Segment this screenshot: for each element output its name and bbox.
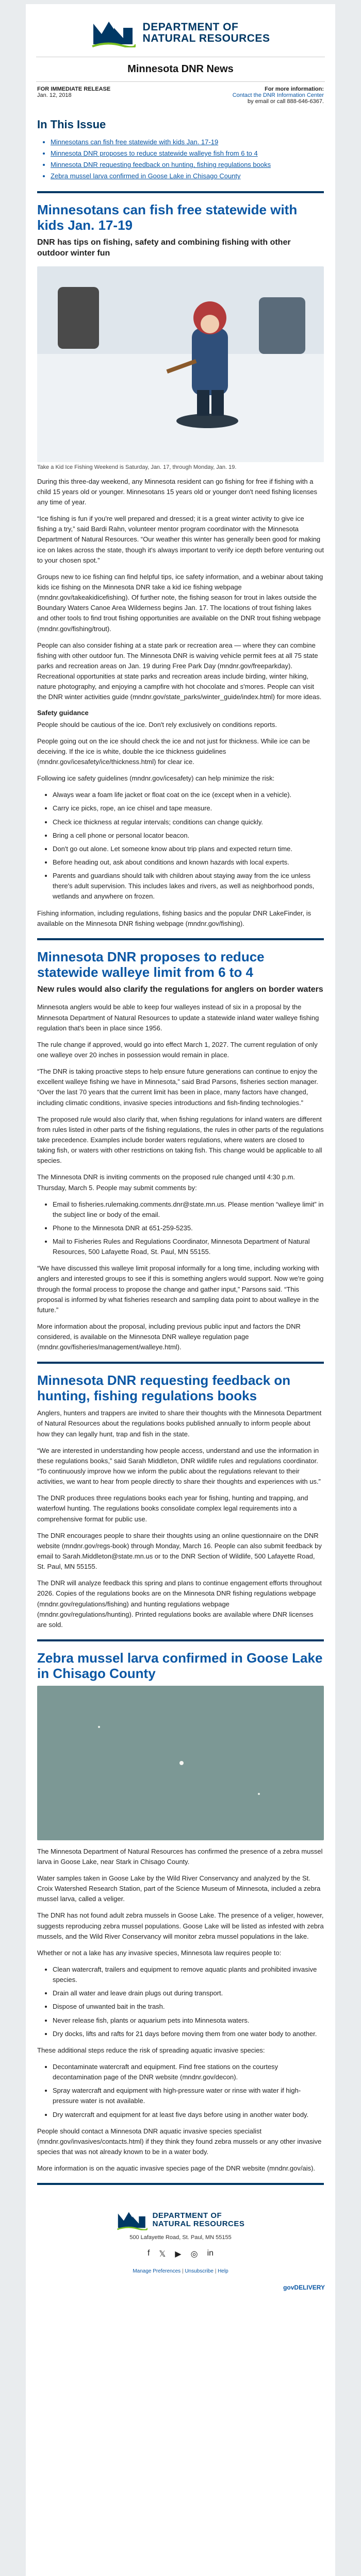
newsletter-title: Minnesota DNR News: [36, 57, 325, 82]
govdelivery-logo: govDELIVERY: [283, 2284, 325, 2292]
facebook-icon[interactable]: f: [147, 2249, 150, 2258]
paragraph: Minnesota anglers would be able to keep four walleyes instead of six in a proposal by the Minnesota Department of Natural Resources to update a statewide inland water walleye fishing regulation that's been in place since 1956.: [37, 1003, 319, 1032]
paragraph: Following ice safety guidelines (mndnr.gov/icesafety) can help minimize the risk:: [37, 774, 275, 783]
toc-link[interactable]: • Zebra mussel larva confirmed in Goose Lake in Chisago County: [51, 171, 324, 182]
zebra-mussel-photo: [37, 1686, 324, 1840]
list-item: • Phone to the Minnesota DNR at 651-259-5235.: [53, 1223, 324, 1233]
list-item: • Clean watercraft, trailers and equipment to remove aquatic plants and prohibited invasive species.: [53, 1964, 324, 1985]
email-container: [26, 0, 335, 2576]
list-item: • Spray watercraft and equipment with high-pressure water or rinse with water if high-pressure water is not available.: [53, 2086, 324, 2106]
in-this-issue-heading: In This Issue: [37, 118, 106, 131]
toc-section: [26, 118, 335, 182]
footer: [26, 2194, 335, 2281]
mn-logo-icon: [91, 19, 136, 47]
divider: [37, 191, 324, 193]
unsubscribe-link[interactable]: Unsubscribe: [185, 2268, 214, 2275]
subheading: Safety guidance: [37, 708, 89, 717]
paragraph: During this three-day weekend, any Minnesota resident can go fishing for free if fishing with a child 15 years old or younger. Minnesotans 15 years old or younger don't need fishing licenses any time of year.: [37, 477, 318, 506]
toc-list: [37, 137, 324, 182]
paragraph: Fishing information, including regulations, fishing basics and the popular DNR LakeFinder, is available on the Minnesota DNR fishing webpage (mndnr.gov/fishing).: [37, 909, 311, 927]
org-line2: NATURAL RESOURCES: [152, 2219, 245, 2229]
list-item: • Don't go out alone. Let someone know about trip plans and expected return time.: [53, 844, 324, 854]
paragraph: More information about the proposal, including previous public input and factors the DNR considered, is available on the Minnesota DNR walleye regulation page (mndnr.gov/fisheries/management/walleye.html).: [37, 1323, 301, 1351]
paragraph: The DNR encourages people to share their thoughts using an online questionnaire on the DNR website (mndnr.gov/regs-book) through Monday, March 16. People can also submit feedback by email to Sarah.Middleton@state.mn.us or to the DNR Section of Wildlife, 500 Lafayette Road, St. Paul, MN 55155.: [37, 1531, 322, 1571]
paragraph: The rule change if approved, would go into effect March 1, 2027. The current regulation of only one walleye over 20 inches in possession would remain in place.: [37, 1040, 318, 1059]
org-line1: DEPARTMENT OF: [152, 2211, 222, 2221]
toc-link[interactable]: • Minnesota DNR requesting feedback on hunting, fishing regulations books: [51, 159, 324, 171]
footer-org-name: [153, 2212, 245, 2228]
x-icon[interactable]: 𝕏: [159, 2250, 166, 2259]
story-title: Minnesota DNR proposes to reduce statewide walleye limit from 6 to 4: [37, 948, 265, 980]
footer-links: Manage Preferences | Unsubscribe | Help: [133, 2268, 228, 2275]
mn-logo-icon: [117, 2210, 147, 2230]
paragraph: More information is on the aquatic invasive species page of the DNR website (mndnr.gov/ais).: [37, 2164, 316, 2173]
divider: [37, 1362, 324, 1364]
list-item: • Email to fisheries.rulemaking.comments.dnr@state.mn.us. Please mention “walleye limit” in the subject line or body of the email.: [53, 1199, 324, 1220]
list-item: • Before heading out, ask about conditions and known hazards with local experts.: [53, 857, 324, 868]
linkedin-icon[interactable]: in: [207, 2249, 214, 2258]
paragraph: The DNR has not found adult zebra mussels in Goose Lake. The presence of a veliger, however, suggests reproducing zebra mussel populations. Goose Lake will be listed as infested with zebra mussels, and the Wild River Conservancy will monitor zebra mussel populations in the lake.: [37, 1911, 324, 1940]
list-item: • Bring a cell phone or personal locator beacon.: [53, 831, 324, 841]
instagram-icon[interactable]: ◎: [190, 2250, 198, 2259]
release-label: FOR IMMEDIATE RELEASE: [37, 86, 111, 92]
toc-link[interactable]: • Minnesota DNR proposes to reduce statewide walleye fish from 6 to 4: [51, 148, 324, 159]
list-item: • Dry watercraft and equipment for at least five days before using in another water body.: [53, 2110, 324, 2120]
manage-preferences-link[interactable]: Manage Preferences: [133, 2268, 181, 2275]
list-item: • Decontaminate watercraft and equipment. Find free stations on the courtesy decontamination page of the DNR website (mndnr.gov/decon).: [53, 2062, 324, 2082]
social-links: [36, 2249, 325, 2259]
story-fish-free: [26, 202, 335, 928]
story-title: Minnesotans can fish free statewide with kids Jan. 17-19: [37, 202, 298, 233]
paragraph: Anglers, hunters and trappers are invited to share their thoughts with the Minnesota Department of Natural Resources about the regulations books published annually to inform people about how they can legally hunt, trap and fish in the state.: [37, 1409, 322, 1438]
header: [26, 4, 335, 57]
toc-link[interactable]: • Minnesotans can fish free statewide with kids Jan. 17-19: [51, 137, 324, 148]
divider: [37, 1639, 324, 1641]
story-regs-feedback: [26, 1373, 335, 1630]
story-lede: DNR has tips on fishing, safety and combining fishing with other outdoor winter fun: [37, 238, 291, 258]
paragraph: The DNR will analyze feedback this spring and plans to continue engagement efforts throughout 2026. Copies of the regulations books are on the Minnesota DNR fishing regulations webpage (mndnr.gov/regulations/fishing) and hunting regulations webpage (mndnr.gov/regulations/hunting). Printed regulations books are available where DNR licenses are sold.: [37, 1579, 322, 1629]
paragraph: The Minnesota DNR is inviting comments on the proposed rule changed until 4:30 p.m. Thursday, March 5. People may submit comments by:: [37, 1173, 296, 1192]
ice-fishing-photo: [37, 266, 324, 462]
footer-address: 500 Lafayette Road, St. Paul, MN 55155: [129, 2234, 232, 2241]
paragraph: Groups new to ice fishing can find helpful tips, ice safety information, and a webinar about taking kids ice fishing on the Minnesota DNR take a kid ice fishing webpage (mndnr.gov/takeakidicefishing). Of further note, the fishing season for trout in lakes outside the Boundary Waters Canoe Area Wilderness begins Jan. 17. The locations of trout fishing lakes and other tools to find trout fishing opportunities are available on the DNR trout fishing webpage (mndnr.gov/fishing/trout).: [37, 572, 323, 633]
paragraph: People should contact a Minnesota DNR aquatic invasive species specialist (mndnr.gov/invasives/contacts.html) if they think they found zebra mussels or any other invasive species that was not already known to be in a water body.: [37, 2127, 322, 2156]
story-title: Minnesota DNR requesting feedback on hunting, fishing regulations books: [37, 1372, 291, 1404]
paragraph: People can also consider fishing at a state park or recreation area — where they can combine fishing with other outdoor fun. The Minnesota DNR is waiving vehicle permit fees at all 75 state parks and recreation areas on Jan. 19 during Free Park Day (mndnr.gov/freeparkday). Recreational opportunities at state parks and recreation areas include birding, winter hiking, nature photography, and enjoying a campfire with hot chocolate and s'mores. People can visit the DNR winter activities guide (mndnr.gov/state_parks/winter_guide/index.html) for more ideas.: [37, 641, 322, 701]
footer-logo: [36, 2210, 325, 2230]
story-title: Zebra mussel larva confirmed in Goose Lake in Chisago County: [37, 1650, 323, 1681]
list-item: • Always wear a foam life jacket or float coat on the ice (except when in a vehicle).: [53, 790, 324, 800]
contact-phone: by email or call 888-646-6367.: [248, 98, 324, 105]
paragraph: Whether or not a lake has any invasive species, Minnesota law requires people to:: [37, 1948, 282, 1957]
release-meta: [26, 82, 335, 109]
bullet-list: [37, 1964, 324, 2039]
story-lede: New rules would also clarify the regulations for anglers on border waters: [37, 985, 323, 994]
list-item: • Mail to Fisheries Rules and Regulations Coordinator, Minnesota Department of Natural Resources, 500 Lafayette Road, St. Paul, MN 55155.: [53, 1236, 324, 1257]
list-item: • Never release fish, plants or aquarium pets into Minnesota waters.: [53, 2015, 324, 2026]
paragraph: People going out on the ice should check the ice and not just for thickness. While ice can be deceiving. If the ice is white, double the ice thickness guidelines (mndnr.gov/icesafety/ice/thickness.html) for clear ice.: [37, 737, 310, 766]
paragraph: These additional steps reduce the risk of spreading aquatic invasive species:: [37, 2046, 265, 2054]
org-line1: DEPARTMENT OF: [142, 21, 239, 33]
contact-info: [233, 86, 324, 105]
paragraph: The DNR produces three regulations books each year for fishing, hunting and trapping, and waterfowl hunting. The regulations books consolidate complex legal requirements into a comprehensive format for public use.: [37, 1494, 308, 1523]
release-date: Jan. 12, 2018: [37, 92, 72, 98]
bullet-list: [37, 1199, 324, 1258]
list-item: • Check ice thickness at regular intervals; conditions can change quickly.: [53, 817, 324, 827]
contact-link[interactable]: Contact the DNR Information Center: [232, 92, 324, 98]
top-bar: [26, 0, 335, 4]
help-link[interactable]: Help: [218, 2268, 228, 2275]
divider: [37, 938, 324, 940]
bullet-list: [37, 790, 324, 902]
paragraph: “We have discussed this walleye limit proposal informally for a long time, including working with anglers and interested groups to see if this is something anglers would support. Now we're going through the formal process to propose the change and gather input,” Parsons said. “This proposal is informed by what fisheries research and sampling data point to about walleye in the future.”: [37, 1264, 324, 1314]
paragraph: People should be cautious of the ice. Don't rely exclusively on conditions reports.: [37, 720, 277, 728]
list-item: • Carry ice picks, rope, an ice chisel and tape measure.: [53, 803, 324, 814]
list-item: • Drain all water and leave drain plugs out during transport.: [53, 1988, 324, 1998]
paragraph: “Ice fishing is fun if you're well prepared and dressed; it is a great winter activity to give ice fishing a try,” said Bardi Rahn, volunteer mentor program coordinator with the Minnesota Department of Natural Resources. “Our weather this winter has generally been good for making ice on lakes across the state, though it's always important to verify ice depth before venturing out to your chosen spot.”: [37, 515, 324, 564]
youtube-icon[interactable]: ▶: [175, 2250, 182, 2259]
paragraph: Water samples taken in Goose Lake by the Wild River Conservancy and analyzed by the St. Croix Watershed Research Station, part of the Science Museum of Minnesota, included a zebra mussel larva, called a veliger.: [37, 1874, 321, 1903]
list-item: • Dispose of unwanted bait in the trash.: [53, 2002, 324, 2012]
list-item: • Parents and guardians should talk with children about staying away from the ice unless there's adult supervision. This includes lakes and rivers, as well as neighborhood ponds, wetlands and anywhere on frozen.: [53, 871, 324, 902]
story-zebra-mussel: [26, 1651, 335, 2174]
org-name: [143, 22, 270, 44]
list-item: • Dry docks, lifts and rafts for 21 days before moving them from one water body to another.: [53, 2029, 324, 2039]
bullet-list: [37, 2062, 324, 2120]
photo-caption: Take a Kid Ice Fishing Weekend is Saturday, Jan. 17, through Monday, Jan. 19.: [37, 464, 237, 470]
paragraph: “We are interested in understanding how people access, understand and use the information in these regulations books,” said Sarah Middleton, DNR wildlife rules and regulations coordinator. “To continuously improve how we inform the public about the regulations relevant to their activities, we want to hear from people directly to share their thoughts and experiences with us.”: [37, 1446, 321, 1486]
story-walleye: [26, 950, 335, 1353]
release-info: [37, 86, 110, 105]
contact-label: For more information:: [265, 86, 324, 92]
paragraph: The Minnesota Department of Natural Resources has confirmed the presence of a zebra mussel larva in Goose Lake, near Stark in Chisago County.: [37, 1847, 323, 1866]
paragraph: “The DNR is taking proactive steps to help ensure future generations can continue to enjoy the excellent walleye fishing we have in Minnesota,” said Brad Parsons, fisheries section manager. “Over the last 70 years that the current limit has been in place, many factors have changed, including climatic conditions, invasive species introductions and fish-finding technologies.”: [37, 1067, 318, 1107]
org-line2: NATURAL RESOURCES: [142, 32, 270, 44]
divider: [37, 2183, 324, 2185]
paragraph: The proposed rule would also clarify that, when fishing regulations for inland waters are different from rules listed in other parts of the fishing regulations, the rules in other parts of the regulations take precedence. Examples include border waters regulations, where waters are closed to taking fish, or waters with other restrictions on taking fish. This change would be applicable to all species.: [37, 1115, 324, 1165]
